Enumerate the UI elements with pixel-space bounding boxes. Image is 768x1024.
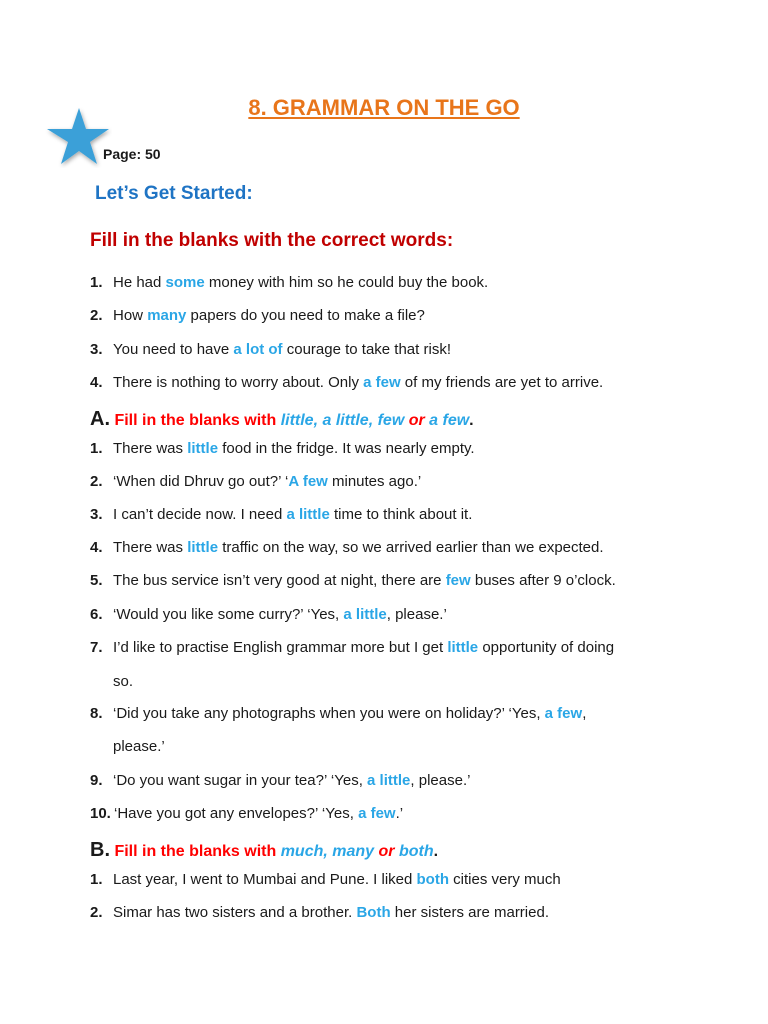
item-text: her sisters are married. <box>390 904 549 921</box>
item-text: There is nothing to worry about. Only <box>113 374 364 391</box>
item-continuation: please.’ <box>113 738 165 755</box>
item-number: 7. <box>90 639 103 656</box>
item-text: traffic on the way, so we arrived earlier than we expected. <box>218 539 604 556</box>
item-text: There was <box>113 440 188 457</box>
item-text: He had <box>113 274 166 291</box>
section-a-heading <box>90 408 474 431</box>
answer-word: a little <box>343 606 387 623</box>
answer-word: little <box>187 440 219 457</box>
list-item <box>90 306 425 326</box>
answer-word: few <box>445 572 471 589</box>
list-item <box>90 571 616 591</box>
item-text: , <box>582 705 587 722</box>
item-number: 1. <box>90 871 103 888</box>
item-text: food in the fridge. It was nearly empty. <box>218 440 475 457</box>
page-title: 8. GRAMMAR ON THE GO <box>248 95 520 120</box>
item-number: 4. <box>90 374 103 391</box>
item-continuation: so. <box>113 673 134 690</box>
item-text: I can’t decide now. I need <box>113 506 287 523</box>
list-item <box>90 771 470 791</box>
item-number: 4. <box>90 539 103 556</box>
item-text: Last year, I went to Mumbai and Pune. I liked <box>113 871 417 888</box>
keyword: much <box>280 843 324 860</box>
list-item <box>90 273 488 293</box>
subheading: Let’s Get Started: <box>95 183 253 204</box>
item-text: minutes ago.’ <box>327 473 422 490</box>
answer-word: little <box>447 639 479 656</box>
list-item <box>90 605 447 625</box>
item-text: ‘Would you like some curry?’ ‘Yes, <box>113 606 344 623</box>
answer-word: some <box>165 274 205 291</box>
item-text: ‘Do you want sugar in your tea?’ ‘Yes, <box>113 772 368 789</box>
item-text: The bus service isn’t very good at night, there are <box>113 572 446 589</box>
item-number: 9. <box>90 772 103 789</box>
item-text: I’d like to practise English grammar more but I get <box>113 639 448 656</box>
list-item <box>90 505 472 525</box>
item-text: courage to take that risk! <box>282 341 451 358</box>
list-item <box>90 704 586 724</box>
item-text: .’ <box>395 805 404 822</box>
keyword: both <box>398 843 434 860</box>
item-number: 8. <box>90 705 103 722</box>
separator: , <box>323 843 333 860</box>
item-text: opportunity of doing <box>478 639 615 656</box>
section-lead: Fill in the blanks with <box>110 843 281 860</box>
separator: , <box>368 412 378 429</box>
answer-word: Both <box>356 904 391 921</box>
answer-word: both <box>416 871 449 888</box>
keyword: a few <box>429 412 470 429</box>
item-text: time to think about it. <box>329 506 473 523</box>
keyword: few <box>377 412 405 429</box>
answer-word: little <box>187 539 219 556</box>
keyword: many <box>332 843 375 860</box>
item-number: 3. <box>90 506 103 523</box>
star-icon <box>42 106 112 168</box>
item-number: 3. <box>90 341 103 358</box>
item-text: money with him so he could buy the book. <box>204 274 489 291</box>
list-item <box>90 340 451 360</box>
item-number: 1. <box>90 274 103 291</box>
list-item <box>90 870 561 890</box>
item-text: There was <box>113 539 188 556</box>
item-text: ‘When did Dhruv go out?’ ‘ <box>113 473 289 490</box>
page-number: Page: 50 <box>103 146 161 162</box>
item-text: ‘Have you got any envelopes?’ ‘Yes, <box>114 805 359 822</box>
answer-word: a few <box>363 374 401 391</box>
list-item <box>90 638 614 658</box>
item-text: of my friends are yet to arrive. <box>400 374 604 391</box>
item-text: ‘Did you take any photographs when you were on holiday?’ ‘Yes, <box>113 705 545 722</box>
keyword: little <box>280 412 314 429</box>
answer-word: A few <box>288 473 328 490</box>
item-number: 2. <box>90 473 103 490</box>
item-text: buses after 9 o’clock. <box>470 572 616 589</box>
item-text: papers do you need to make a file? <box>186 307 425 324</box>
separator: or <box>404 412 430 429</box>
separator: , <box>313 412 323 429</box>
list-item <box>90 804 403 824</box>
separator: . <box>469 412 474 429</box>
answer-word: many <box>147 307 187 324</box>
item-text: , please.’ <box>410 772 471 789</box>
item-text: , please.’ <box>386 606 447 623</box>
item-number: 5. <box>90 572 103 589</box>
answer-word: a few <box>544 705 583 722</box>
instruction-heading: Fill in the blanks with the correct words: <box>90 230 454 251</box>
list-item <box>90 903 549 923</box>
item-text: You need to have <box>113 341 234 358</box>
item-number: 6. <box>90 606 103 623</box>
answer-word: a few <box>358 805 396 822</box>
item-number: 2. <box>90 307 103 324</box>
item-number: 1. <box>90 440 103 457</box>
section-lead: Fill in the blanks with <box>110 412 281 429</box>
list-item <box>90 472 421 492</box>
list-item <box>90 538 604 558</box>
section-letter: B. <box>90 839 110 861</box>
keyword: a little <box>322 412 369 429</box>
answer-word: a lot of <box>233 341 283 358</box>
item-text: cities very much <box>449 871 561 888</box>
item-text: How <box>113 307 148 324</box>
list-item <box>90 439 475 459</box>
separator: or <box>374 843 399 860</box>
section-b-heading <box>90 839 438 862</box>
separator: . <box>433 843 439 860</box>
answer-word: a little <box>367 772 411 789</box>
list-item <box>90 373 603 393</box>
item-text: Simar has two sisters and a brother. <box>113 904 357 921</box>
item-number: 10. <box>90 805 111 822</box>
answer-word: a little <box>286 506 330 523</box>
item-number: 2. <box>90 904 103 921</box>
section-letter: A. <box>90 408 110 430</box>
